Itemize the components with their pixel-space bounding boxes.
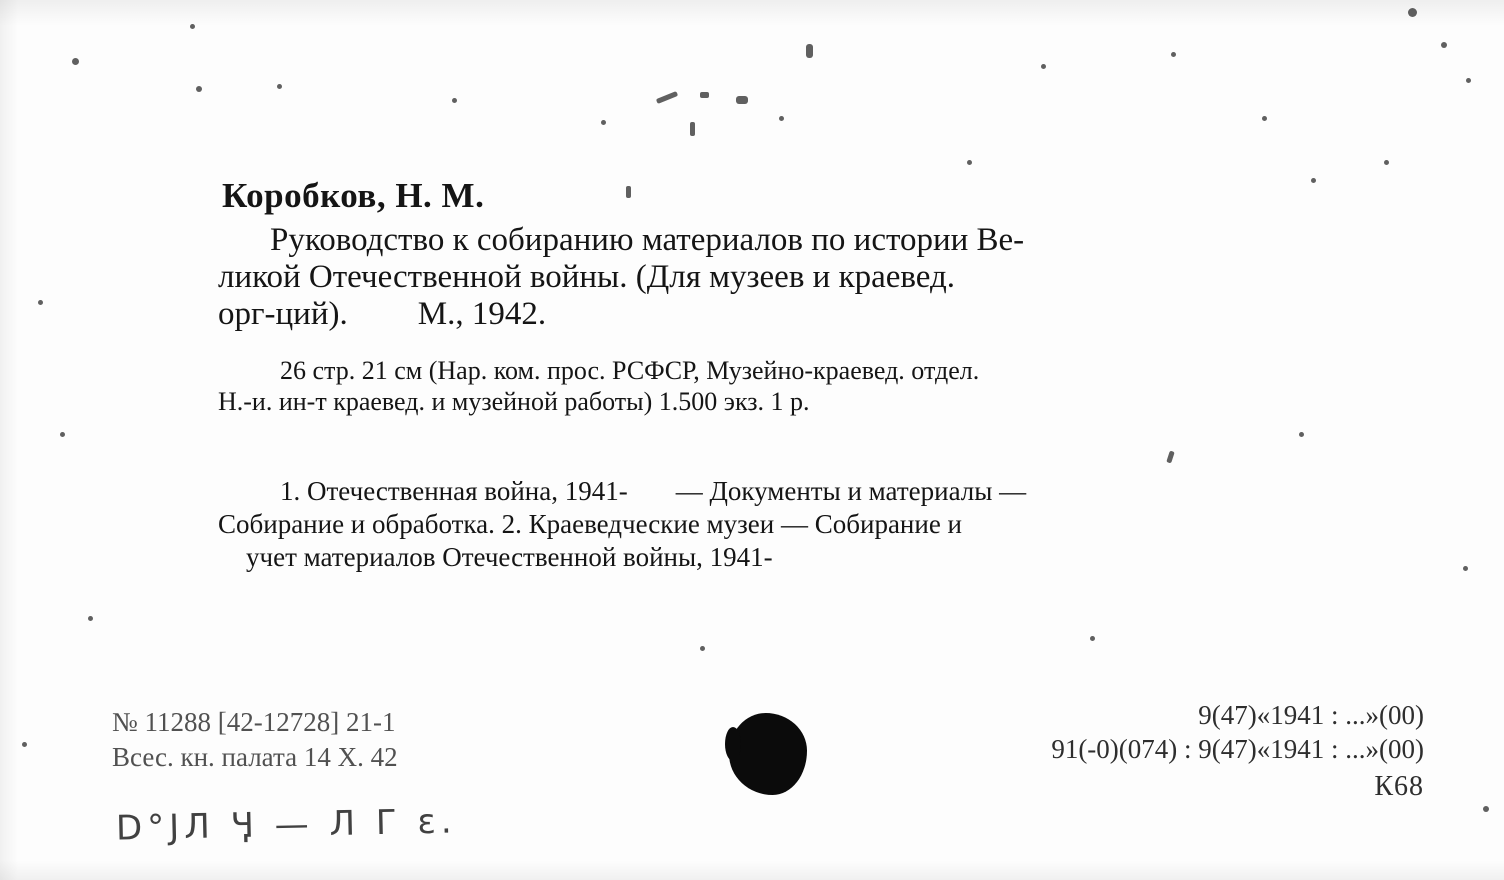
speckle bbox=[88, 616, 93, 621]
tracing-line-1 bbox=[218, 475, 1458, 508]
speckle bbox=[1483, 806, 1489, 812]
speckle bbox=[1463, 566, 1468, 571]
speckle bbox=[1299, 432, 1304, 437]
title-statement bbox=[218, 222, 1408, 333]
cutter-number: К68 bbox=[1374, 771, 1424, 802]
physical-line-2: Н.-и. ин-т краевед. и музейной работы) 1.500 экз. 1 р. bbox=[218, 387, 810, 416]
speckle bbox=[601, 120, 606, 125]
imprint-line-1: № 11288 [42-12728] 21-1 bbox=[112, 707, 396, 737]
classification-numbers bbox=[1051, 698, 1424, 804]
speckle bbox=[967, 160, 972, 165]
imprint-place-part: орг-ций). bbox=[218, 296, 348, 332]
speckle bbox=[22, 742, 27, 747]
book-chamber-imprint bbox=[112, 705, 398, 775]
page-edge-bottom-shading bbox=[0, 860, 1504, 880]
udc-line-1: 9(47)«1941 : ...»(00) bbox=[1198, 700, 1424, 730]
tracing-subdivision-1: — Документы и материалы — bbox=[675, 476, 1027, 506]
speckle bbox=[72, 58, 79, 65]
speckle bbox=[806, 44, 813, 58]
speckle bbox=[700, 92, 709, 98]
speckle bbox=[277, 84, 282, 89]
imprint-year-part: М., 1942. bbox=[417, 296, 547, 332]
title-line-3 bbox=[218, 296, 1408, 333]
imprint-line-2: Всес. кн. палата 14 X. 42 bbox=[112, 742, 398, 772]
page-edge-left-shading bbox=[0, 0, 18, 880]
speckle bbox=[38, 300, 43, 305]
speckle bbox=[1262, 116, 1267, 121]
speckle bbox=[190, 24, 195, 29]
title-line-2: ликой Отечественной войны. (Для музеев и краевед. bbox=[218, 259, 956, 295]
author-heading: Коробков, Н. М. bbox=[222, 176, 485, 215]
speckle bbox=[1466, 78, 1471, 83]
speckle bbox=[1041, 64, 1046, 69]
speckle bbox=[656, 91, 678, 104]
speckle bbox=[736, 96, 748, 104]
speckle bbox=[1408, 8, 1417, 17]
ink-blot-icon bbox=[729, 713, 807, 795]
udc-line-2: 91(-0)(074) : 9(47)«1941 : ...»(00) bbox=[1051, 734, 1424, 764]
page-edge-top-shading bbox=[0, 0, 1504, 26]
speckle bbox=[60, 432, 65, 437]
speckle bbox=[1384, 160, 1389, 165]
tracing-subject-1: 1. Отечественная война, 1941- bbox=[280, 476, 628, 506]
subject-tracings bbox=[218, 475, 1458, 574]
physical-description bbox=[218, 355, 1448, 417]
speckle bbox=[1311, 178, 1316, 183]
tracing-line-3: учет материалов Отечественной войны, 1941- bbox=[246, 542, 773, 572]
speckle bbox=[700, 646, 705, 651]
title-line-1: Руководство к собиранию материалов по истории Ве- bbox=[270, 222, 1025, 258]
speckle bbox=[1441, 42, 1447, 48]
speckle bbox=[690, 122, 695, 136]
speckle bbox=[1090, 636, 1095, 641]
speckle bbox=[196, 86, 202, 92]
handwritten-annotation: D°ЈЛ Ӌ — Л Г ԑ. bbox=[115, 801, 457, 849]
speckle bbox=[1166, 451, 1174, 464]
speckle bbox=[1171, 52, 1176, 57]
speckle bbox=[626, 186, 631, 198]
tracing-line-2: Собирание и обработка. 2. Краеведческие музеи — Собирание и bbox=[218, 509, 963, 539]
speckle bbox=[779, 116, 784, 121]
speckle bbox=[452, 98, 457, 103]
physical-line-1: 26 стр. 21 см (Нар. ком. прос. РСФСР, Музейно-краевед. отдел. bbox=[280, 356, 980, 385]
